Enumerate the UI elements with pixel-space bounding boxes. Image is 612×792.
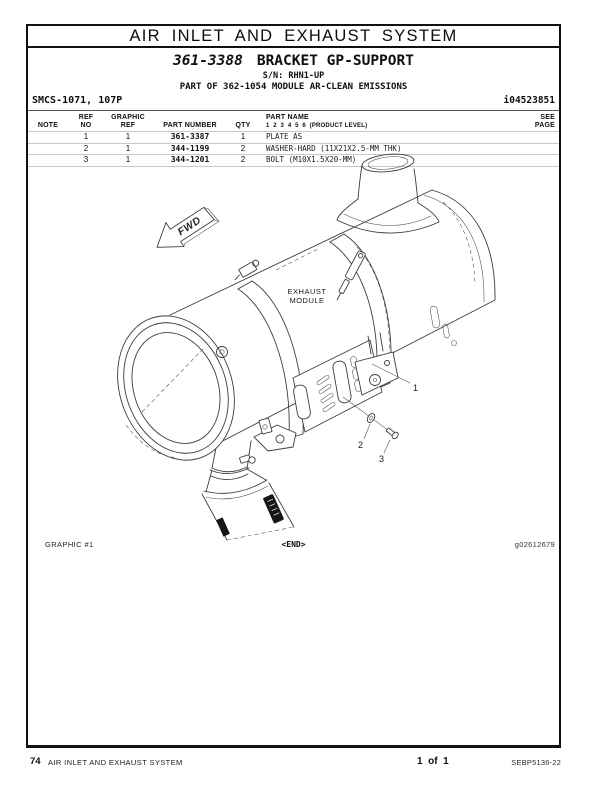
cell-ref-no: 3 (83, 155, 89, 165)
cell-part-name: PLATE AS (266, 132, 303, 142)
col-header-graphic-ref: GRAPHIC REF (111, 114, 145, 129)
media-number: SEBP5136-22 (511, 758, 561, 767)
col-header-see-page: SEE PAGE (534, 114, 555, 129)
callout-3 (379, 440, 390, 464)
callout-2 (358, 424, 370, 450)
module-label (288, 287, 327, 305)
cell-qty: 2 (240, 143, 246, 153)
front-band-clamp (232, 259, 304, 438)
pipe-dark-patch (216, 517, 230, 536)
exhaust-module-diagram (26, 150, 561, 546)
col-header-part-number: PART NUMBER (163, 122, 217, 129)
col-header-note: NOTE (37, 122, 59, 129)
part-of-line: PART OF 362-1054 MODULE AR-CLEAN EMISSIONS (179, 82, 408, 92)
end-marker: <END> (281, 540, 306, 549)
module-label-line1: EXHAUST (287, 287, 327, 296)
table-row (28, 131, 559, 143)
bolt-graphic (385, 426, 399, 439)
parts-table-header (28, 111, 559, 131)
cell-qty: 1 (240, 132, 246, 142)
page-footer (26, 756, 561, 770)
graphic-id: g02612679 (514, 540, 555, 549)
outlet-stub (337, 152, 439, 233)
footer-section-title: AIR INLET AND EXHAUST SYSTEM (48, 757, 183, 767)
callout-2-label: 2 (358, 440, 364, 450)
product-level-legend: 1 2 3 4 5 6 (PRODUCT LEVEL) (266, 123, 368, 129)
page-border (26, 24, 561, 748)
graphic-caption: GRAPHIC #1 (45, 540, 94, 549)
callout-1-label: 1 (413, 383, 419, 393)
washer-graphic (366, 412, 377, 424)
clamp-latch (334, 250, 366, 301)
part-header (28, 53, 559, 93)
sheet-indicator (417, 756, 449, 767)
callout-3-label: 3 (379, 454, 385, 464)
part-heading (28, 53, 559, 69)
cell-part-name: WASHER-HARD (11X21X2.5-MM THK) (266, 143, 402, 153)
cell-ref-no: 1 (83, 132, 89, 142)
cell-graphic-ref: 1 (125, 132, 131, 142)
smcs-code: SMCS-1071, 107P (32, 95, 123, 106)
sheet-current: 1 (417, 756, 423, 767)
sheet-total: 1 (443, 756, 449, 767)
part-number: 361-3388 (173, 53, 243, 69)
col-header-ref-no: REF NO (78, 114, 94, 129)
document-id: i04523851 (503, 95, 555, 106)
cell-part-number: 361-3387 (170, 132, 210, 142)
fwd-arrow-label: FWD (175, 214, 204, 239)
diagram-svg (26, 150, 561, 546)
col-header-part-name: PART NAME 1 2 3 4 5 6 (PRODUCT LEVEL) (258, 114, 509, 130)
serial-number-line: S/N: RHN1-UP (262, 71, 325, 81)
cell-ref-no: 2 (83, 143, 89, 153)
hose-clamp (239, 455, 255, 464)
page-number: 74 (30, 756, 41, 767)
smcs-row (28, 95, 559, 106)
fwd-arrow (148, 198, 220, 259)
cell-graphic-ref: 1 (125, 155, 131, 165)
system-title: AIR INLET AND EXHAUST SYSTEM (129, 26, 458, 45)
col-header-qty: QTY (235, 122, 251, 129)
cell-graphic-ref: 1 (125, 143, 131, 153)
fastener-axis (343, 397, 389, 431)
cell-part-number: 344-1199 (170, 143, 210, 153)
cell-part-name: BOLT (M10X1.5X20-MM) (266, 155, 357, 165)
sheet-of-label: of (428, 756, 438, 767)
pipe-label-patch (263, 494, 284, 524)
cell-part-number: 344-1201 (170, 155, 210, 165)
module-front-face (98, 299, 254, 476)
inlet-pipe (202, 438, 294, 540)
graphic-footer (28, 540, 559, 552)
rear-shield-slots (430, 306, 457, 346)
module-label-line2: MODULE (289, 296, 325, 305)
part-title: BRACKET GP-SUPPORT (256, 53, 414, 69)
system-title-bar (28, 26, 559, 48)
cell-qty: 2 (240, 155, 246, 165)
